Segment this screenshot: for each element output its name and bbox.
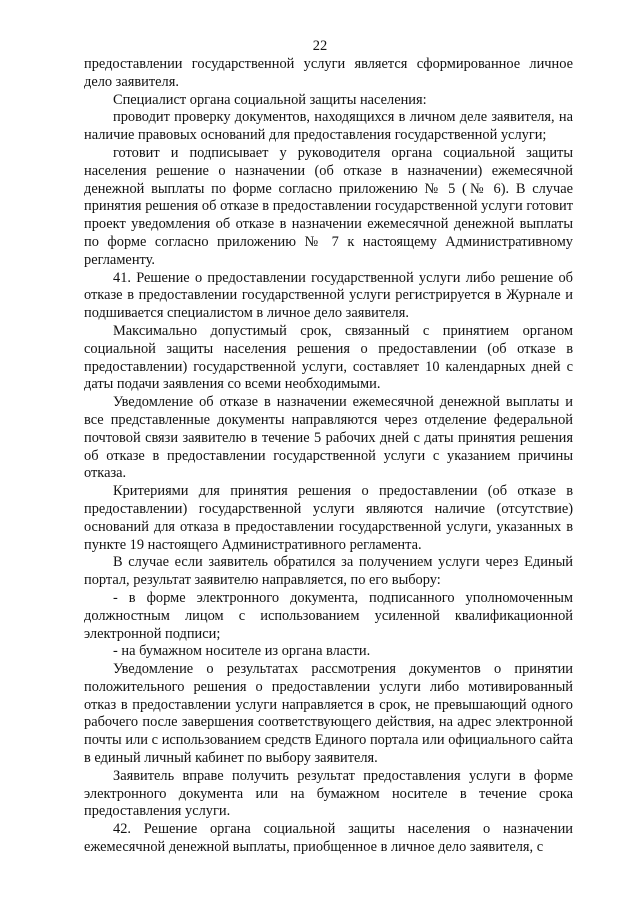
paragraph-paper-form: - на бумажном носителе из органа власти. <box>113 643 371 660</box>
paragraph-applicant-right: Заявитель вправе получить результат предоставления услуги в форме электронного документа или на бумажном носителе в течение срока предоставления услуги. <box>84 767 573 820</box>
paragraph-check-documents: проводит проверку документов, находящихся в личном деле заявителя, на наличие правовых оснований для предоставления государственной услуги; <box>84 109 573 144</box>
paragraph-refusal-notice: Уведомление об отказе в назначении ежемесячной денежной выплаты и все представленные документы направляются через отделение федеральной почтовой связи заявителю в течение 5 рабочих дней с даты принятия решения об отказе в предоставлении государственной услуги с указанием причины отказа. <box>84 394 573 482</box>
paragraph-continuation: предоставлении государственной услуги является сформированное личное дело заявителя. <box>84 56 573 90</box>
paragraph-item-41: 41. Решение о предоставлении государственной услуги либо решение об отказе в предоставлении государственной услуги регистрируется в Журнале и подшивается специалистом в личное дело заявителя. <box>84 269 573 322</box>
paragraph-electronic-form: - в форме электронного документа, подписанного уполномоченным должностным лицом с использованием усиленной квалификационной электронной подписи; <box>84 589 573 642</box>
paragraph-max-term: Максимально допустимый срок, связанный с принятием органом социальной защиты населения решения о предоставлении (об отказе в предоставлении) государственной услуги, составляет 10 календарных дней с даты подачи заявления со всеми необходимыми. <box>84 322 573 393</box>
paragraph-criteria: Критериями для принятия решения о предоставлении (об отказе в предоставлении) государственной услуги являются наличие (отсутствие) оснований для отказа в предоставлении государственной услуги, указанных в пункте 19 настоящего Административного регламента. <box>84 483 573 553</box>
paragraph-item-42: 42. Решение органа социальной защиты населения о назначении ежемесячной денежной выплаты, приобщенное в личное дело заявителя, с <box>84 821 573 856</box>
paragraph-results-notice: Уведомление о результатах рассмотрения документов о принятии положительного решения о предоставлении услуги либо мотивированный отказ в предоставлении услуги направляется в срок, не превышающий одного рабочего после завершения соответствующего действия, на адрес электронной почты или с использованием средств Единого портала или официального сайта в единый личный кабинет по выбору заявителя. <box>84 661 573 767</box>
paragraph-specialist-intro: Специалист органа социальной защиты населения: <box>113 91 427 108</box>
document-body <box>84 56 573 857</box>
page-number: 22 <box>312 38 328 54</box>
paragraph-prepare-decision: готовит и подписывает у руководителя органа социальной защиты населения решение о назначении (об отказе в назначении) ежемесячной денежной выплаты по форме согласно приложению № 5 (№ 6). В случае принятия решения об отказе в предоставлении государственной услуги готовит проект уведомления об отказе в назначении ежемесячной денежной выплаты по форме согласно приложению № 7 к настоящему Административному регламенту. <box>84 144 573 268</box>
paragraph-single-portal: В случае если заявитель обратился за получением услуги через Единый портал, результат заявителю направляется, по его выбору: <box>84 554 573 589</box>
